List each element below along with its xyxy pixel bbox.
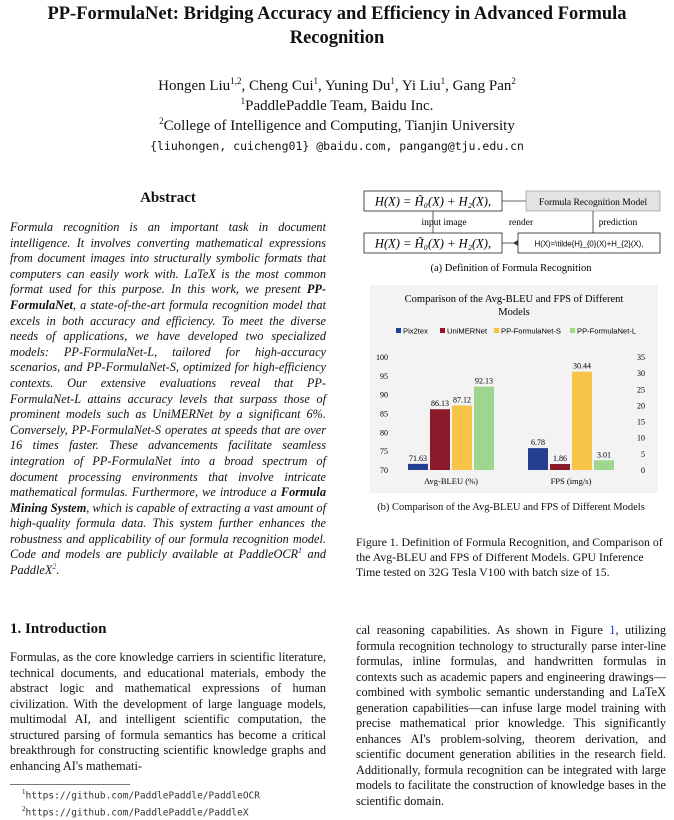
abstract-text: Formula recognition is an important task in document intelligence. It involves converting mathematical expressions from document images into structurally symbolic formats that computers can easily work with. LaTeX is the most common format used for this purpose. In this work, we present [10,220,326,297]
left-axis-tick: 90 [380,390,388,400]
right-axis-tick: 35 [637,353,645,362]
right-axis-tick: 20 [637,401,645,411]
abstract-body [10,220,326,579]
intro-text: , utilizing formula recognition technology to structurally parse inter-line formulas, inline formulas, and handwritten formulas in contexts such as academic papers and engineering drawings—combined with symbolic semantic understanding and LaTeX generation capabilities—can infuse large model training with precise mathematical prior knowledge. This significantly enhances AI's problem-solving, theorem derivation, and scientific document generation abilities in the research field. Additionally, formula recognition can be integrated with large models to facilitate the construction of knowledge bases in the scientific domain. [356,623,667,808]
footnotes [22,786,260,820]
bar [408,464,428,470]
footnote-url-link[interactable]: https://github.com/PaddlePaddle/PaddleX [25,807,249,819]
left-axis-tick: 100 [376,353,388,362]
footnote-rule [10,784,130,785]
bar [550,464,570,470]
bar-value-label: 87.12 [453,395,471,405]
affiliation-1-text: PaddlePaddle Team, Baidu Inc. [245,98,434,114]
legend-swatch [396,328,401,333]
right-axis-tick: 5 [641,449,645,459]
arrow-head [513,240,518,246]
left-axis-tick: 75 [380,447,388,457]
bar-value-label: 71.63 [409,453,427,463]
author-list: Hongen Liu$^{1,2}$, Cheng Cui$^1$, Yuning Du$^1$, Yi Liu$^1$, Gang Pan$^2$ [158,76,516,94]
bar-chart [370,285,658,493]
chart-title: Comparison of the Avg-BLEU and FPS of Different [404,294,624,305]
bar-value-label: 30.44 [573,361,591,371]
legend-label: PP-FormulaNet-S [501,326,561,336]
legend-swatch [570,328,575,333]
label-input-image: input image [421,218,467,228]
label-render: render [508,218,534,228]
affiliation-2 [20,116,654,136]
bar-value-label: 6.78 [531,438,545,448]
figure-ref-link[interactable]: 1 [609,623,616,637]
author-block [20,76,654,156]
bar [594,460,614,470]
abstract-bold-model: PP-FormulaNet [10,282,326,312]
bar [452,406,472,470]
formula-image-bottom: H(X) = H̃₀(X) + H₂(X), [374,236,492,251]
affiliation-1 [20,96,654,116]
right-axis-tick: 10 [637,433,645,443]
legend-label: Pix2tex [403,326,428,336]
legend-label: UniMERNet [447,326,488,336]
abstract-text: , a state-of-the-art formula recognition model that excels in both accuracy and efficiency. To meet the diverse needs of applications, we have developed two specialized models: PP-FormulaNet-L, tailored for high-accuracy scenarios, and PP-FormulaNet-S, optimized for high-efficiency contexts. Our extensive evaluations reveal that PP-FormulaNet-L attains accuracy levels that surpass those of prominent models such as UniMERNet by a significant 6%. Conversely, PP-FormulaNet-S operates at speeds that are over 16 times faster. These advancements facilitate seamless integration of PP-FormulaNet into a broad spectrum of document processing environments that involve intricate mathematical formulas. Furthermore, we introduce a [10,297,326,500]
author: Yi Liu [401,78,441,94]
author-emails: {liuhongen, cuicheng01} @baidu.com, pangang@tju.edu.cn [150,139,524,153]
latex-prediction: H(X)=\tilde{H}_{0}(X)+H_{2}(X), [534,239,644,249]
footnote-ref-2[interactable]: 2 [52,561,57,571]
footnote-url-link[interactable]: https://github.com/PaddlePaddle/PaddleOCR [25,790,260,802]
left-axis-tick: 95 [380,371,388,381]
bar [474,387,494,470]
legend-swatch [494,328,499,333]
legend-label: PP-FormulaNet-L [577,326,637,336]
intro-right-column [356,623,666,809]
paper-title-line2: Recognition [289,28,385,48]
legend-swatch [440,328,445,333]
bar-value-label: 3.01 [597,450,611,460]
footnote-2 [22,803,260,820]
chart-title: Models [498,307,530,318]
model-box-label: Formula Recognition Model [538,198,648,208]
author: Yuning Du [324,78,391,94]
figure-a-diagram [356,188,666,276]
right-axis-tick: 0 [641,466,645,475]
left-axis-tick: 85 [380,409,388,419]
author: Cheng Cui [248,78,314,94]
author: Hongen Liu [158,78,231,94]
footnote-ref-1[interactable]: 1 [298,546,303,556]
right-axis-tick: 15 [637,417,645,427]
abstract-heading: Abstract [140,190,196,206]
figure-caption: Figure 1. Definition of Formula Recognition, and Comparison of the Avg-BLEU and FPS of Different Models. GPU Inference Time tested on 32G Tesla V100 with batch size of 15. [356,535,663,579]
abstract-bold-system: Formula Mining System [10,485,326,515]
footnote-1 [22,786,260,803]
formula-image-top: H(X) = H̃₀(X) + H₂(X), [374,194,492,209]
footnote-num: 1 [22,788,26,796]
intro-heading: 1. Introduction [10,621,107,637]
figure-b-caption: (b) Comparison of the Avg-BLEU and FPS of Different Models [377,502,645,513]
bar-value-label: 1.86 [553,453,567,463]
right-axis-tick: 30 [637,369,645,379]
bar [572,372,592,470]
author-sup: 1 [313,76,319,86]
bar [430,409,450,470]
category-label: FPS (img/s) [550,476,592,486]
right-axis-tick: 25 [637,385,645,395]
affiliation-1-sup: 1 [240,96,246,106]
bar-value-label: 92.13 [475,376,493,386]
abstract-text: . [56,563,60,578]
paper-title [20,2,654,50]
author: Gang Pan [452,78,512,94]
intro-left-column: Formulas, as the core knowledge carriers in scientific literature, technical documents, and educational materials, embody the abstract logic and mathematical expressions of human civilization. With the development of large language models, multimodal AI, and intelligent scientific computation, the structured parsing of formula semantics has become a critical breakthrough for constructing scientific knowledge graphs and enhancing AI's mathemati- [10,650,326,773]
abstract-text: and PaddleX [10,547,326,578]
category-label: Avg-BLEU (%) [424,476,478,486]
left-axis-tick: 80 [380,428,388,438]
intro-text: cal reasoning capabilities. As shown in Figure [356,623,610,637]
left-axis-tick: 70 [380,466,388,475]
author-sup: 1 [440,76,446,86]
abstract-text: , which is capable of extracting a vast amount of high-quality formula data. This system further enhances the robustness and applicability of our formula recognition model. Code and models are publicly available at PaddleOCR [10,500,326,562]
chart-panel [370,285,658,493]
author-sup: 1 [390,76,395,86]
footnote-num: 2 [22,804,26,813]
bar-value-label: 86.13 [431,399,449,409]
affiliation-2-text: College of Intelligence and Computing, Tianjin University [163,118,515,134]
affiliation-2-sup: 2 [159,116,164,126]
figure-a-caption: (a) Definition of Formula Recognition [430,263,592,274]
bar [528,448,548,470]
author-sup: 2 [511,76,516,86]
author-sup: 1,2 [230,76,242,86]
paper-title-line1: PP-FormulaNet: Bridging Accuracy and Efficiency in Advanced Formula [47,4,627,24]
label-prediction: prediction [598,218,638,228]
